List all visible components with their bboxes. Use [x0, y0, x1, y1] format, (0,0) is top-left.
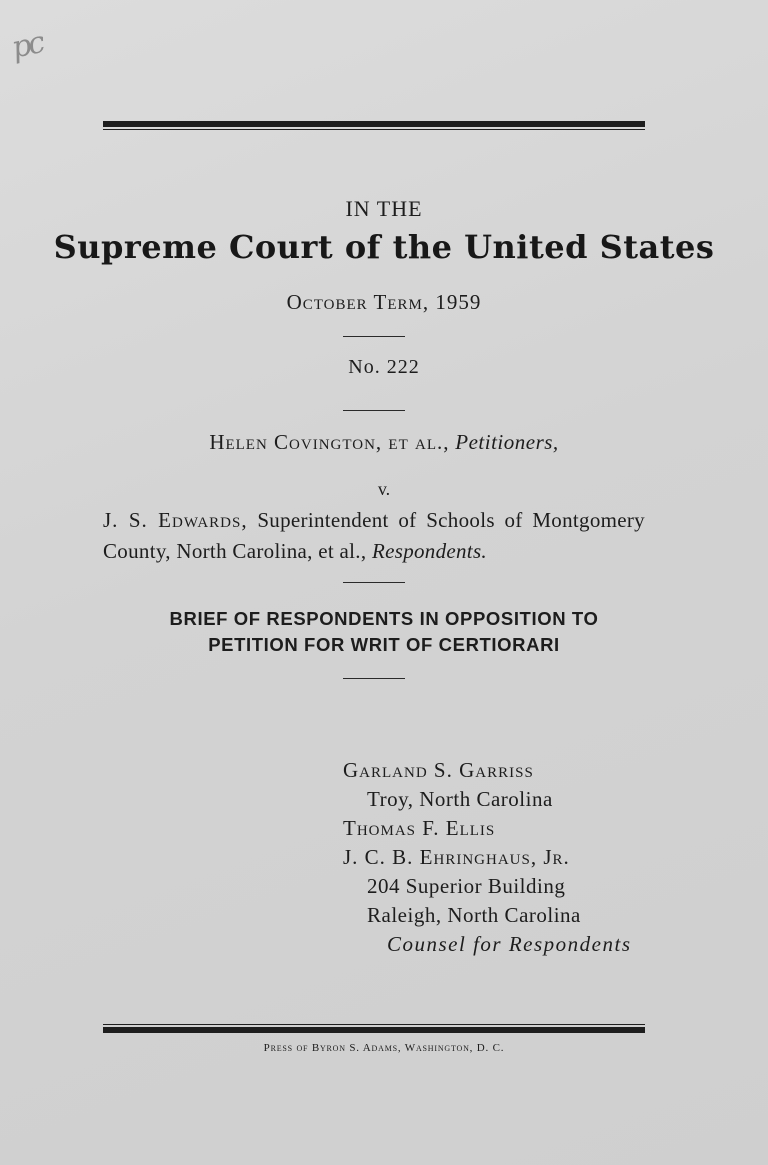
attorney-name: Thomas F. Ellis — [343, 816, 496, 840]
press-imprint: Press of Byron S. Adams, Washington, D. C. — [263, 1042, 505, 1054]
court-name: Supreme Court of the United States — [53, 228, 715, 266]
counsel-label: Counsel for Respondents — [387, 932, 632, 956]
handwritten-mark: pc — [8, 25, 46, 66]
divider — [343, 336, 405, 337]
attorney-city: Troy, North Carolina — [367, 787, 553, 811]
petitioner-name: Helen Covington, et al., — [209, 430, 450, 454]
case-number: No. 222 — [348, 356, 420, 378]
counsel-block-1 — [343, 756, 553, 814]
counsel-block-2 — [343, 814, 632, 959]
respondent-description: Superintendent of Schools of Montgomery County, North Carolina, et al., — [103, 508, 645, 563]
versus: v. — [377, 479, 391, 499]
respondent-role: Respondents. — [371, 539, 487, 563]
petitioner-role: Petitioners, — [455, 430, 559, 454]
divider — [343, 582, 405, 583]
respondent-name: J. S. Edwards, — [103, 508, 248, 532]
attorney-city: Raleigh, North Carolina — [367, 903, 581, 927]
brief-title — [0, 606, 768, 658]
attorney-name: J. C. B. Ehringhaus, Jr. — [343, 845, 570, 869]
brief-title-line2: PETITION FOR WRIT OF CERTIORARI — [208, 634, 560, 655]
respondents-line — [103, 505, 645, 567]
attorney-address: 204 Superior Building — [367, 874, 566, 898]
top-double-rule — [103, 121, 645, 130]
brief-title-line1: BRIEF OF RESPONDENTS IN OPPOSITION TO — [169, 608, 599, 629]
divider — [343, 678, 405, 679]
petitioners-line — [0, 430, 768, 455]
bottom-double-rule — [103, 1024, 645, 1033]
in-the-heading: IN THE — [345, 196, 423, 221]
attorney-name: Garland S. Garriss — [343, 758, 534, 782]
term: October Term, 1959 — [286, 290, 482, 314]
divider — [343, 410, 405, 411]
